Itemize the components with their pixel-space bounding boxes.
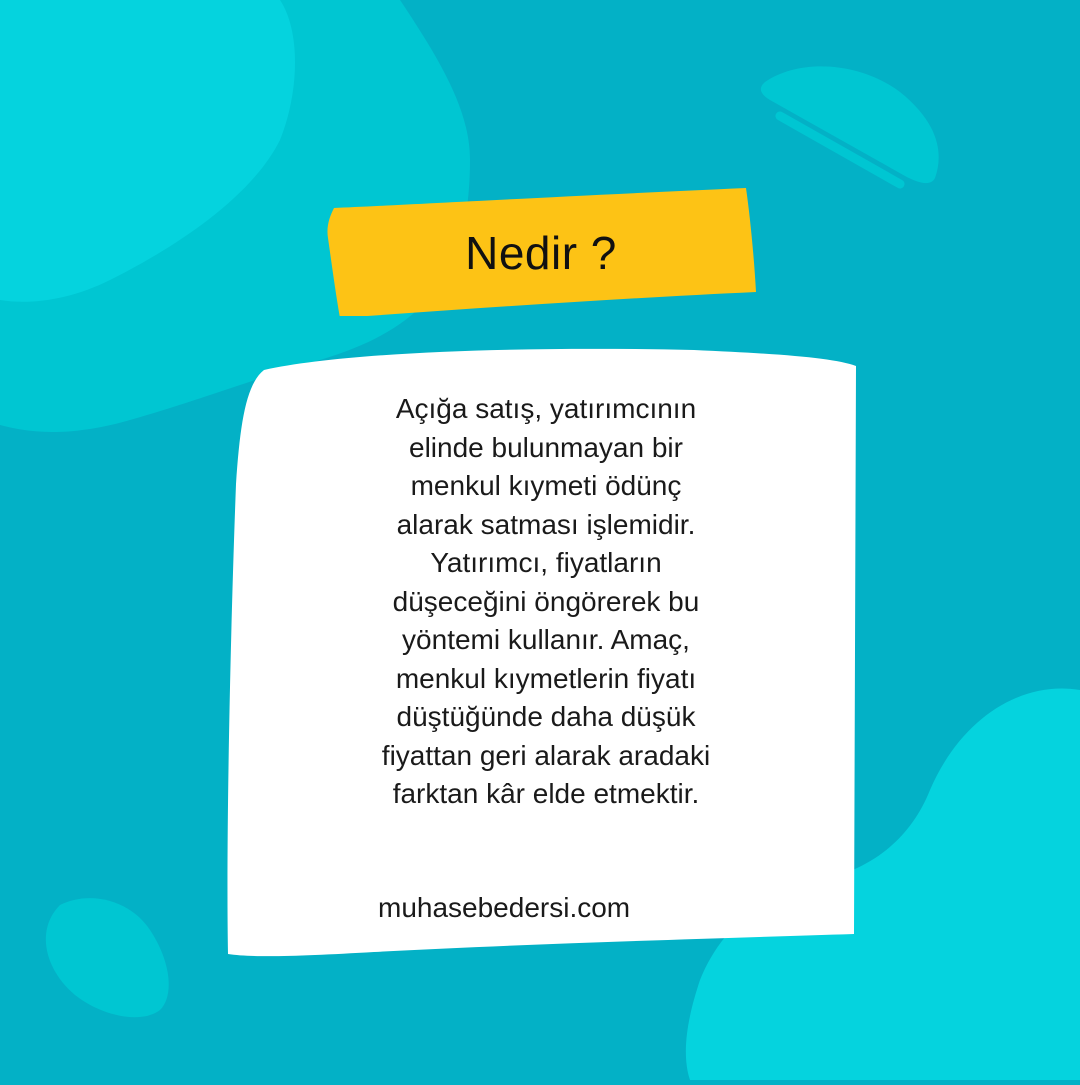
website-label: muhasebedersi.com <box>378 892 631 923</box>
definition-card <box>224 344 858 958</box>
text-line: Yatırımcı, fiyatların <box>430 547 662 578</box>
text-line: alarak satması işlemidir. <box>396 508 696 540</box>
text-line: Açığa satış, yatırımcının <box>395 393 697 424</box>
text-line: fiyattan geri alarak aradaki <box>381 739 711 771</box>
text-line: menkul kıymetlerin fiyatı <box>395 662 697 694</box>
page-title: Nedir ? <box>465 227 617 279</box>
text-line: düştüğünde daha düşük <box>396 701 696 732</box>
definition-text <box>336 390 756 814</box>
text-line: farktan kâr elde etmektir. <box>392 778 700 809</box>
text-line: düşeceğini öngörerek bu <box>392 585 700 617</box>
text-line: menkul kıymeti ödünç <box>410 470 682 501</box>
title-tape <box>326 186 756 316</box>
text-line: elinde bulunmayan bir <box>409 431 683 463</box>
text-line: yöntemi kullanır. Amaç, <box>402 624 690 655</box>
